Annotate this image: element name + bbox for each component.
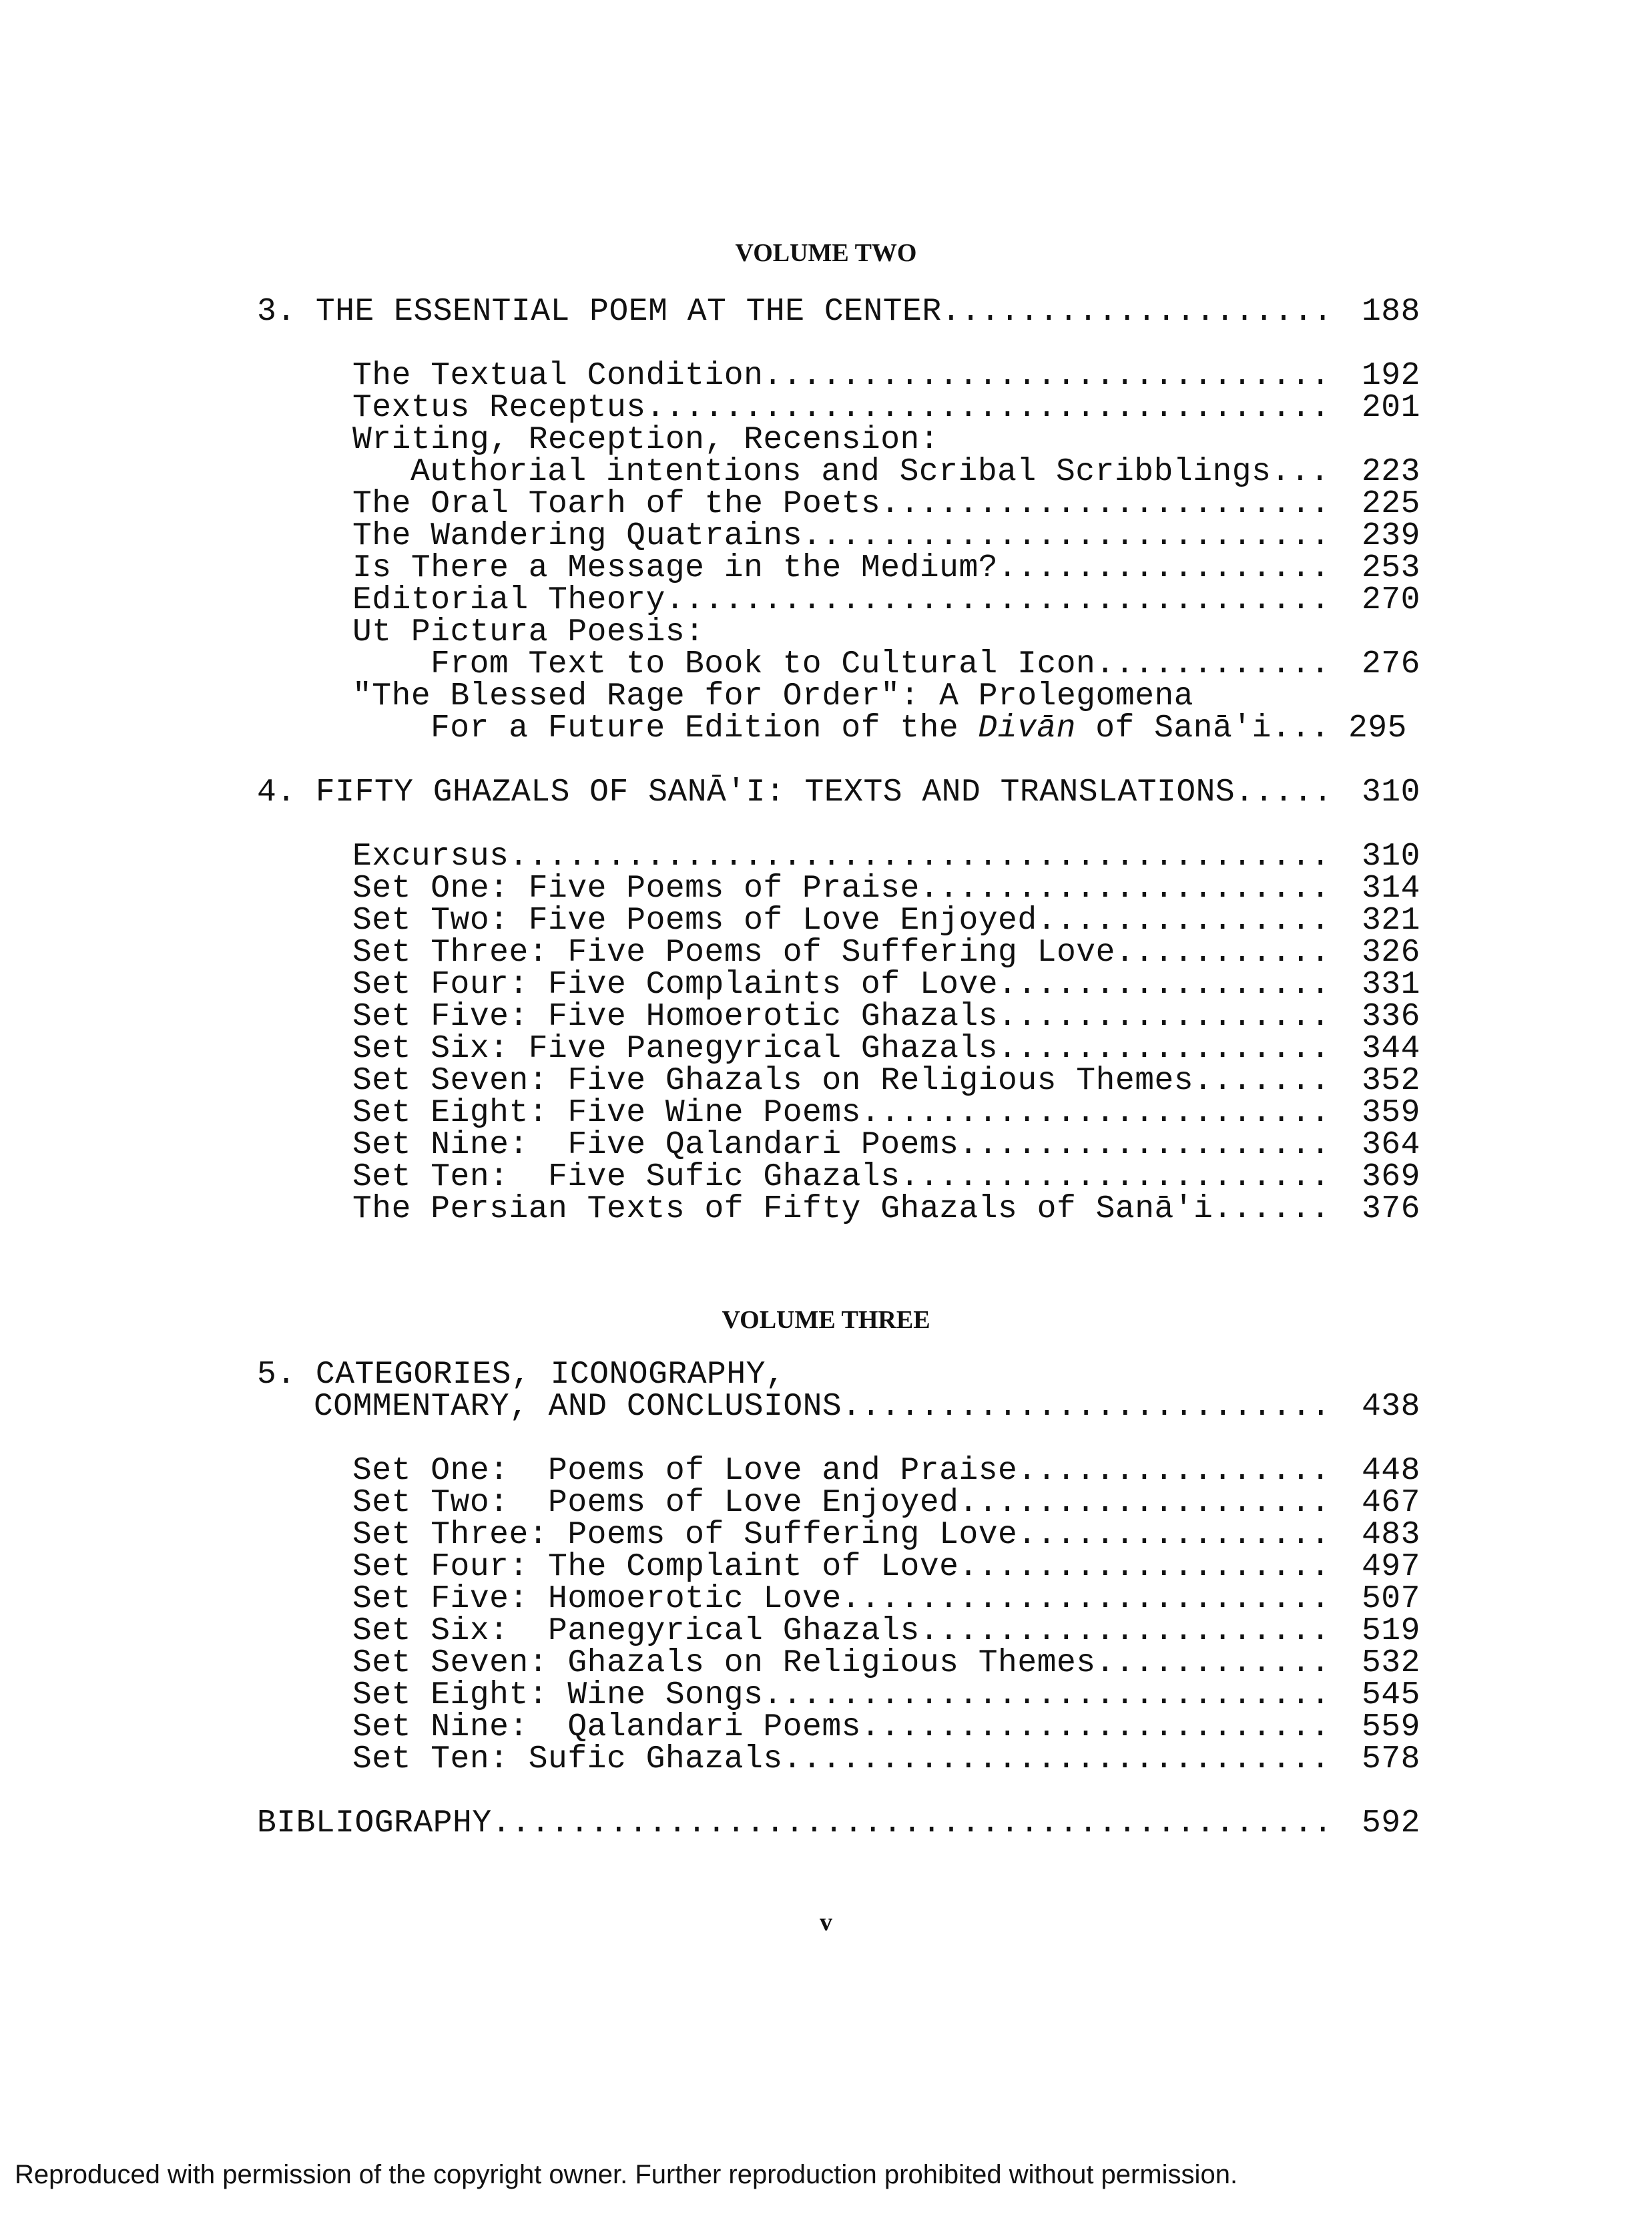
- page-ref: 448: [1362, 1453, 1420, 1489]
- entry-title: Set Four: The Complaint of Love: [352, 1549, 959, 1585]
- page-ref: 559: [1362, 1709, 1420, 1745]
- dot-leader: .....: [1235, 774, 1333, 811]
- dot-leader: ......: [1213, 1191, 1331, 1227]
- entry-title: Set Three: Poems of Suffering Love: [352, 1517, 1018, 1553]
- page-ref: 326: [1362, 935, 1420, 971]
- page-ref: 532: [1362, 1645, 1420, 1681]
- entry-title: Set One: Poems of Love and Praise: [352, 1453, 1018, 1489]
- page-ref: 310: [1362, 774, 1420, 811]
- entry-title: COMMENTARY, AND CONCLUSIONS: [314, 1389, 842, 1425]
- page-ref: 545: [1362, 1677, 1420, 1713]
- dot-leader: .....................: [919, 1613, 1331, 1649]
- dot-leader: ...................: [958, 1127, 1331, 1163]
- page-ref: 225: [1362, 486, 1420, 522]
- entry-title: The Persian Texts of Fifty Ghazals of Sanā'i: [352, 1191, 1213, 1227]
- page-ref: 253: [1362, 550, 1420, 586]
- page-ref: 192: [1362, 358, 1420, 394]
- page-ref: 321: [1362, 903, 1420, 939]
- dot-leader: ...........: [1115, 935, 1331, 971]
- page-ref: 497: [1362, 1549, 1420, 1585]
- dot-leader: ...............: [1037, 903, 1331, 939]
- dot-leader: ...........................................: [491, 1805, 1333, 1841]
- page-ref: 331: [1362, 967, 1420, 1003]
- volume-two-heading: VOLUME TWO: [735, 239, 917, 267]
- page-ref: 201: [1362, 390, 1420, 426]
- dot-leader: ..........................................: [509, 839, 1331, 875]
- entry-title: 4. FIFTY GHAZALS OF SANĀ'I: TEXTS AND TRANSLATIONS: [257, 774, 1235, 811]
- page-ref: 344: [1362, 1031, 1420, 1067]
- reproduction-notice: Reproduced with permission of the copyright owner. Further reproduction prohibited without permission.: [15, 2160, 1238, 2189]
- dot-leader: .................: [997, 550, 1331, 586]
- entry-title: Set Eight: Five Wine Poems: [352, 1095, 861, 1131]
- page-ref: 519: [1362, 1613, 1420, 1649]
- page-ref: 310: [1362, 839, 1420, 875]
- dot-leader: .............................: [763, 1677, 1331, 1713]
- dot-leader: ............: [1095, 646, 1330, 682]
- entry-title: 5. CATEGORIES, ICONOGRAPHY,: [257, 1357, 786, 1393]
- page-ref: 507: [1362, 1581, 1420, 1617]
- entry-title: Set Nine: Five Qalandari Poems: [352, 1127, 959, 1163]
- dot-leader: .........................: [841, 1581, 1331, 1617]
- dot-leader: .........................: [842, 1389, 1331, 1425]
- dot-leader: ................: [1017, 1517, 1331, 1553]
- entry-title: Set Four: Five Complaints of Love: [352, 967, 999, 1003]
- dot-leader: ...................................: [645, 390, 1331, 426]
- entry-title: Ut Pictura Poesis:: [352, 614, 705, 650]
- page-ref: 223: [1362, 454, 1420, 490]
- dot-leader: ......................: [900, 1159, 1331, 1195]
- dot-leader: ...................: [958, 1485, 1331, 1521]
- dot-leader: .....................: [919, 871, 1331, 907]
- entry-title: Set Seven: Five Ghazals on Religious Themes: [352, 1063, 1194, 1099]
- page-ref: 295: [1348, 710, 1407, 746]
- page-number: v: [820, 1908, 832, 1936]
- entry-title: Set Three: Five Poems of Suffering Love: [352, 935, 1115, 971]
- dot-leader: ...................: [958, 1549, 1331, 1585]
- volume-three-heading: VOLUME THREE: [722, 1306, 930, 1334]
- entry-title-italic: Divān: [978, 710, 1076, 746]
- entry-title: 3. THE ESSENTIAL POEM AT THE CENTER: [257, 294, 942, 330]
- dot-leader: ............: [1095, 1645, 1331, 1681]
- entry-title: Authorial intentions and Scribal Scribblings: [410, 454, 1272, 490]
- page-ref: 369: [1362, 1159, 1420, 1195]
- dot-leader: .................: [997, 967, 1331, 1003]
- page-ref: 376: [1362, 1191, 1420, 1227]
- entry-title: Set One: Five Poems of Praise: [352, 871, 920, 907]
- entry-title: Editorial Theory: [352, 582, 665, 618]
- entry-title: The Oral Toarh of the Poets: [352, 486, 881, 522]
- page-ref: 276: [1362, 646, 1420, 682]
- dot-leader: ....................: [941, 294, 1333, 330]
- dot-leader: ...........................: [802, 518, 1331, 554]
- entry-title: Set Eight: Wine Songs: [352, 1677, 764, 1713]
- dot-leader: .......: [1193, 1063, 1331, 1099]
- entry-title: Set Two: Five Poems of Love Enjoyed: [352, 903, 1037, 939]
- page-ref: 578: [1362, 1741, 1420, 1777]
- dot-leader: .............................: [763, 358, 1331, 394]
- page-ref: 483: [1362, 1517, 1420, 1553]
- entry-title: "The Blessed Rage for Order": A Prolegomena: [352, 678, 1194, 714]
- entry-title: Excursus: [352, 839, 509, 875]
- entry-title: Set Ten: Five Sufic Ghazals: [352, 1159, 900, 1195]
- page-ref: 239: [1362, 518, 1420, 554]
- entry-title: Set Seven: Ghazals on Religious Themes: [352, 1645, 1096, 1681]
- page-ref: 188: [1362, 294, 1420, 330]
- entry-title: BIBLIOGRAPHY: [257, 1805, 492, 1841]
- entry-title: Set Five: Homoerotic Love: [352, 1581, 842, 1617]
- entry-title: Set Nine: Qalandari Poems: [352, 1709, 861, 1745]
- dot-leader: ...: [1271, 454, 1330, 490]
- entry-title: The Textual Condition: [352, 358, 764, 394]
- page-ref: 314: [1362, 871, 1420, 907]
- page-ref: 270: [1362, 582, 1420, 618]
- page-ref: 467: [1362, 1485, 1420, 1521]
- dot-leader: ...: [1271, 710, 1330, 746]
- dot-leader: ........................: [860, 1095, 1331, 1131]
- entry-title: Set Five: Five Homoerotic Ghazals: [352, 999, 999, 1035]
- page-ref: 438: [1362, 1389, 1420, 1425]
- entry-title: Set Six: Panegyrical Ghazals: [352, 1613, 920, 1649]
- dot-leader: ........................: [860, 1709, 1331, 1745]
- entry-title: Writing, Reception, Recension:: [352, 422, 940, 458]
- page-ref: 364: [1362, 1127, 1420, 1163]
- entry-title: For a Future Edition of the: [431, 710, 979, 746]
- dot-leader: .................: [997, 1031, 1331, 1067]
- entry-title: Set Six: Five Panegyrical Ghazals: [352, 1031, 999, 1067]
- entry-title: Set Two: Poems of Love Enjoyed: [352, 1485, 959, 1521]
- page-ref: 592: [1362, 1805, 1420, 1841]
- entry-title: Is There a Message in the Medium?: [352, 550, 999, 586]
- dot-leader: .......................: [880, 486, 1331, 522]
- entry-title: Set Ten: Sufic Ghazals: [352, 1741, 783, 1777]
- page-ref: 336: [1362, 999, 1420, 1035]
- entry-title: From Text to Book to Cultural Icon: [431, 646, 1096, 682]
- dot-leader: ............................: [782, 1741, 1331, 1777]
- entry-title: Textus Receptus: [352, 390, 646, 426]
- page-ref: 352: [1362, 1063, 1420, 1099]
- dot-leader: ..................................: [665, 582, 1331, 618]
- dot-leader: .................: [997, 999, 1331, 1035]
- entry-title: The Wandering Quatrains: [352, 518, 803, 554]
- dot-leader: ................: [1017, 1453, 1331, 1489]
- page-ref: 359: [1362, 1095, 1420, 1131]
- entry-title: of Sanā'i: [1075, 710, 1272, 746]
